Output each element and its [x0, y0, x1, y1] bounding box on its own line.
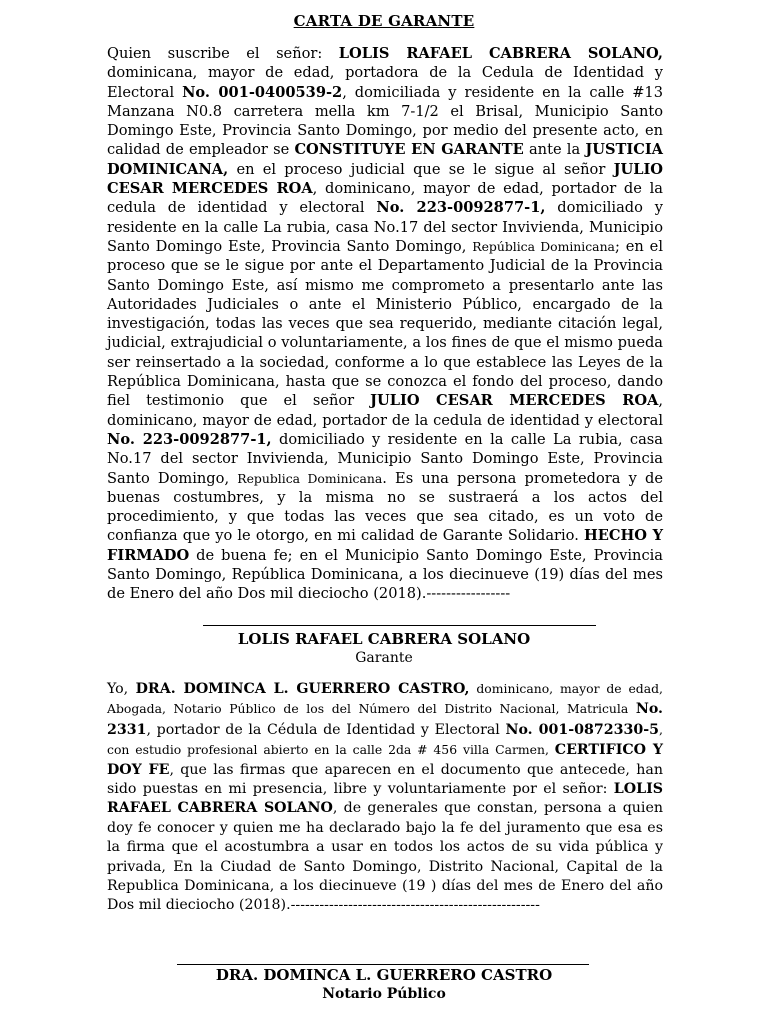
text-segment: ante la: [523, 141, 586, 159]
hecho-firmado-text: HECHO Y FIRMADO: [107, 527, 663, 564]
guarantor-name: LOLIS RAFAEL CABRERA SOLANO,: [338, 45, 663, 62]
certifico-text: CERTIFICO Y DOY FE: [107, 742, 663, 778]
signature-role-guarantor: Garante: [355, 650, 413, 666]
defendant-id-number: No. 223-0092877-1,: [107, 430, 272, 448]
text-segment: , domiciliada y residente en la calle #13 Manzana N0.8 carretera mella km 7-1/2 el Brisal, Municipio Santo Domingo Este, Provincia Santo Domingo, por medio del presente acto, en calidad de empleador se: [107, 83, 664, 159]
text-segment: . Es una persona prometedora y de buenas costumbres, y la misma no se sustraerá a los actos del procedimiento, y que todas las veces que sea citado, es un voto de confianza que yo le otorgo, en mi calidad de Garante Solidario.: [107, 469, 664, 545]
signature-name-notary: DRA. DOMINCA L. GUERRERO CASTRO: [215, 966, 553, 984]
defendant-name: JULIO CESAR MERCEDES ROA: [107, 160, 663, 198]
text-segment: ; en el proceso que se le sigue por ante el Departamento Judicial de la Provincia Santo Domingo Este, así mismo me comprometo a presentarlo ante las Autoridades Judiciales o ante el Ministerio Público, encargado de la investigación, todas las veces que sea requerido, mediante citación legal, judicial, extrajudicial o voluntariamente, a los fines de que el mismo pueda ser reinsertado a la sociedad, conforme a lo que establece las Leyes de la República Dominicana, hasta que se conozca el fondo del proceso, dando fiel testimonio que el señor: [107, 237, 663, 410]
country-text: República Dominicana: [472, 238, 615, 254]
text-segment: , con estudio profesional abierto en la calle 2da # 456 villa Carmen,: [107, 721, 663, 758]
notary-paragraph: [107, 679, 663, 916]
notary-id-number: No. 001-0872330-5: [505, 721, 660, 738]
guarantor-id-number: No. 001-0400539-2: [182, 83, 343, 101]
justicia-text: JUSTICIA DOMINICANA,: [107, 141, 663, 178]
signature-role-notary: Notario Público: [322, 986, 446, 1002]
text-segment: Quien suscribe el señor:: [107, 45, 339, 62]
defendant-name: JULIO CESAR MERCEDES ROA: [370, 392, 659, 410]
constituye-garante-text: CONSTITUYE EN GARANTE: [294, 141, 524, 159]
text-segment: , dominicano, mayor de edad, portador de la cedula de identidad y electoral: [107, 392, 663, 429]
text-segment: domiciliado y residente en la calle La rubia, casa No.17 del sector Invivienda, Municipio Santo Domingo Este, Provincia Santo Domingo,: [107, 430, 664, 487]
text-segment: dominicana, mayor de edad, portadora de la Cedula de Identidad y Electoral: [107, 64, 663, 101]
guarantor-paragraph: [107, 44, 663, 604]
text-segment: domiciliado y residente en la calle La rubia, casa No.17 del sector Invivienda, Municipio Santo Domingo Este, Provincia Santo Domingo,: [107, 199, 663, 255]
text-segment: de buena fe; en el Municipio Santo Domingo Este, Provincia Santo Domingo, República Dominicana, a los diecinueve (19) días del mes de Enero del año Dos mil dieciocho (2018).-----------------: [107, 546, 663, 603]
document-title: CARTA DE GARANTE: [293, 12, 475, 30]
defendant-id-number: No. 223-0092877-1,: [376, 199, 546, 217]
text-segment: , de generales que constan, persona a quien doy fe conocer y quien me ha declarado bajo la fe del juramento que esa es la firma que el acostumbra a usar en todos los actos de su vida pública y privada, En la Ciudad de Santo Domingo, Distrito Nacional, Capital de la Republica Dominicana, a los diecinueve (19 ) días del mes de Enero del año Dos mil dieciocho (2018).----------------------------------------------------: [107, 800, 663, 914]
signature-line-guarantor: [203, 625, 596, 626]
text-segment: , portador de la Cédula de Identidad y Electoral: [146, 721, 506, 738]
text-segment: en el proceso judicial que se le sigue al señor: [228, 160, 614, 178]
signature-line-notary: [177, 964, 589, 965]
text-segment: dominicano, mayor de edad, Abogada, Notario Público de los del Número del Distrito Nacional, Matricula: [107, 681, 663, 717]
country-text: Republica Dominicana: [237, 470, 383, 486]
guarantor-name: LOLIS RAFAEL CABRERA SOLANO: [107, 781, 663, 817]
text-segment: , dominicano, mayor de edad, portador de la cedula de identidad y electoral: [107, 180, 663, 217]
text-segment: Yo,: [107, 681, 136, 697]
signature-name-guarantor: LOLIS RAFAEL CABRERA SOLANO: [237, 630, 531, 648]
text-segment: , que las firmas que aparecen en el documento que antecede, han sido puestas en mi presencia, libre y voluntariamente por el señor:: [107, 761, 663, 798]
notary-name: DRA. DOMINCA L. GUERRERO CASTRO,: [135, 681, 470, 697]
notary-matricula-number: No. 2331: [107, 701, 663, 738]
